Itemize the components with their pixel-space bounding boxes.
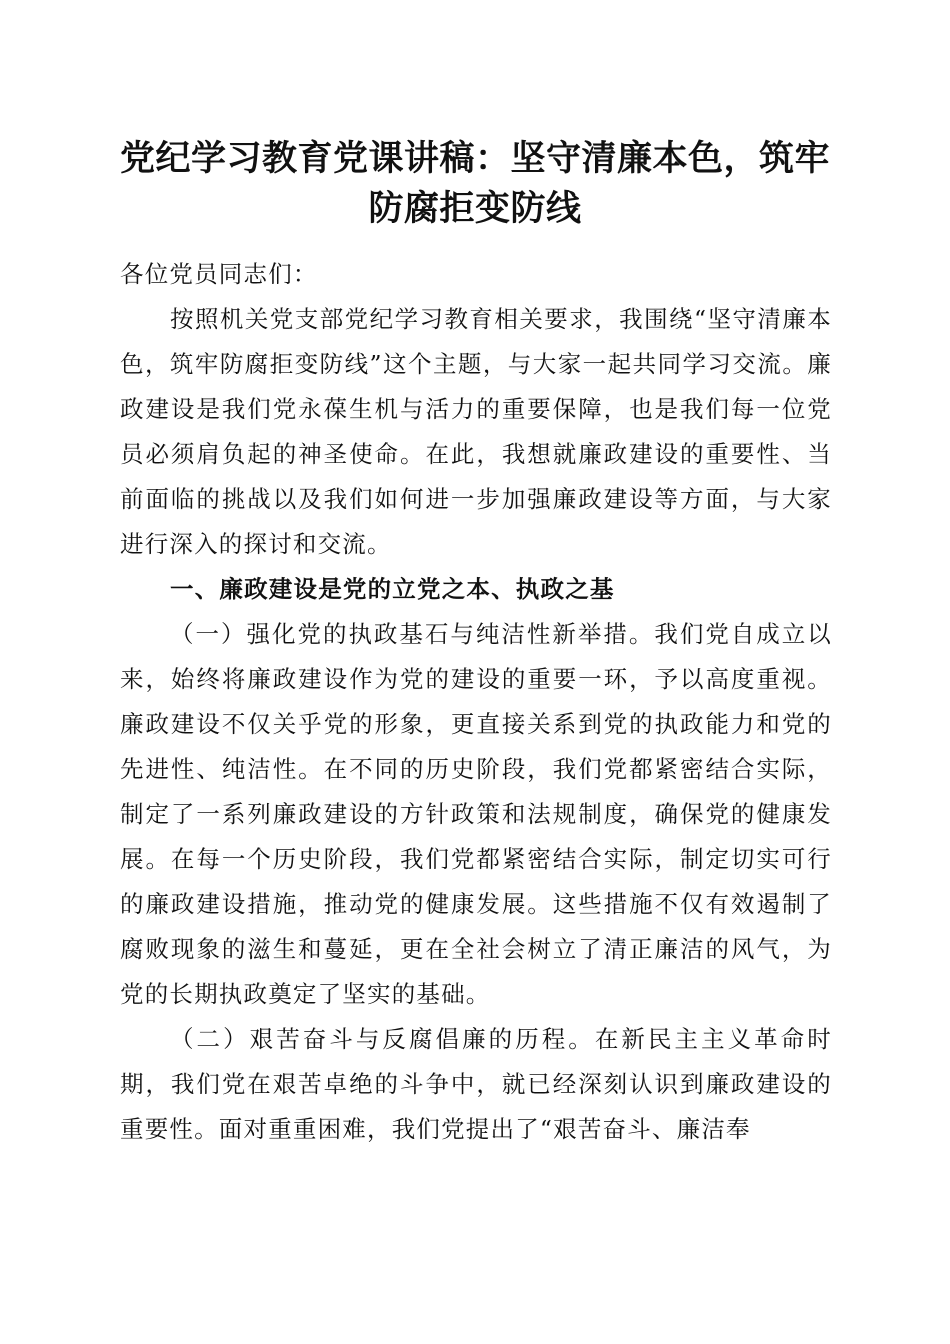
subsection-1-paragraph — [120, 612, 832, 1017]
document-body — [120, 252, 832, 1152]
greeting: 各位党员同志们： — [120, 260, 318, 288]
subsection-2-title: （二）艰苦奋斗与反腐倡廉的历程。 — [170, 1025, 595, 1053]
document-title-line-2: 防腐拒变防线 — [368, 189, 582, 229]
subsection-2-text: 在新民主主义革命时期，我们党在艰苦卓绝的斗争中，就已经深刻认识到廉政建设的重要性。面对重重困难，我们党提出了“艰苦奋斗、廉洁奉 — [120, 1025, 832, 1143]
subsection-1-title: （一）强化党的执政基石与纯洁性新举措。 — [170, 620, 655, 648]
document-title-line-1: 党纪学习教育党课讲稿：坚守清廉本色，筑牢 — [119, 139, 830, 179]
subsection-2-paragraph — [120, 1017, 832, 1152]
section-1-heading: 一、廉政建设是党的立党之本、执政之基 — [170, 575, 615, 603]
subsection-1-text: 我们党自成立以来，始终将廉政建设作为党的建设的重要一环，予以高度重视。廉政建设不仅关乎党的形象，更直接关系到党的执政能力和党的先进性、纯洁性。在不同的历史阶段，我们党都紧密结合实际，制定了一系列廉政建设的方针政策和法规制度，确保党的健康发展。在每一个历史阶段，我们党都紧密结合实际，制定切实可行的廉政建设措施，推动党的健康发展。这些措施不仅有效遏制了腐败现象的滋生和蔓延，更在全社会树立了清正廉洁的风气，为党的长期执政奠定了坚实的基础。 — [120, 620, 832, 1008]
intro-paragraph: 按照机关党支部党纪学习教育相关要求，我围绕“坚守清廉本色，筑牢防腐拒变防线”这个主题，与大家一起共同学习交流。廉政建设是我们党永葆生机与活力的重要保障，也是我们每一位党员必须肩负起的神圣使命。在此，我想就廉政建设的重要性、当前面临的挑战以及我们如何进一步加强廉政建设等方面，与大家进行深入的探讨和交流。 — [120, 305, 832, 558]
